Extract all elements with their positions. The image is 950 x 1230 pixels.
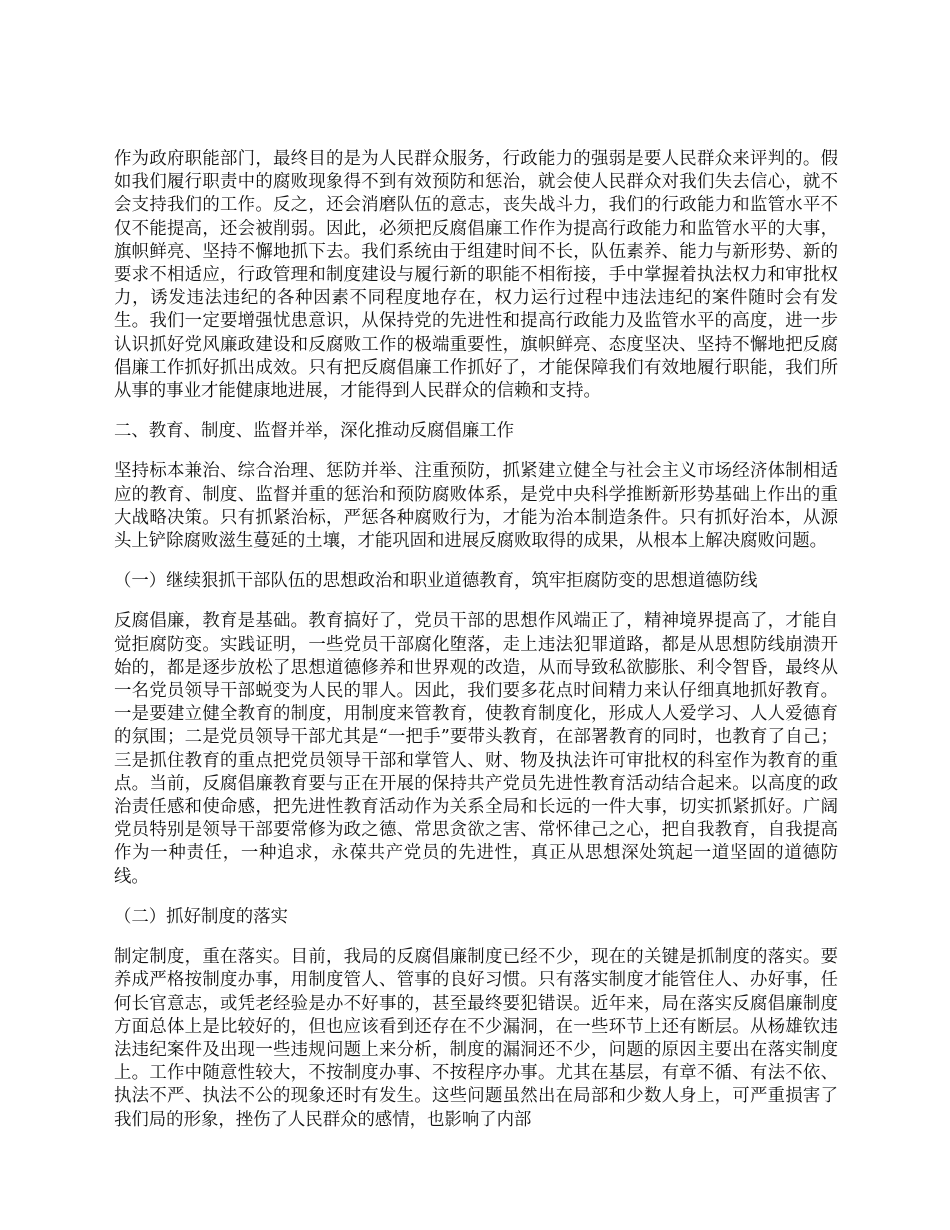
paragraph-3: 坚持标本兼治、综合治理、惩防并举、注重预防，抓紧建立健全与社会主义市场经济体制相适应的教育、制度、监督并重的惩治和预防腐败体系，是党中央科学推断新形势基础上作出的重大战略决策。只有抓紧治标，严惩各种腐败行为，才能为治本制造条件。只有抓好治本，从源头上铲除腐败滋生蔓延的土壤，才能巩固和进展反腐败取得的成果，从根本上解决腐败问题。	[114, 461, 838, 552]
subsection-heading-2: （二）抓好制度的落实	[114, 906, 288, 927]
paragraph-7: 制定制度，重在落实。目前，我局的反腐倡廉制度已经不少，现在的关键是抓制度的落实。要养成严格按制度办事，用制度管人、管事的良好习惯。只有落实制度才能管住人、办好事，任何长官意志，或凭老经验是办不好事的，甚至最终要犯错误。近年来，局在落实反腐倡廉制度方面总体上是比较好的，但也应该看到还存在不少漏洞，在一些环节上还有断层。从杨雄钦违法违纪案件及出现一些违规问题上来分析，制度的漏洞还不少，问题的原因主要出在落实制度上。工作中随意性较大，不按制度办事、不按程序办事。尤其在基层，有章不循、有法不依、执法不严、执法不公的现象还时有发生。这些问题虽然出在局部和少数人身上，可严重损害了我们局的形象，挫伤了人民群众的感情，也影响了内部	[114, 947, 838, 1130]
document-page	[114, 148, 838, 1132]
paragraph-5: 反腐倡廉，教育是基础。教育搞好了，党员干部的思想作风端正了，精神境界提高了，才能自觉拒腐防变。实践证明，一些党员干部腐化堕落，走上违法犯罪道路，都是从思想防线崩溃开始的，都是逐步放松了思想道德修养和世界观的改造，从而导致私欲膨胀、利令智昏，最终从一名党员领导干部蜕变为人民的罪人。因此，我们要多花点时间精力来认仔细真地抓好教育。一是要建立健全教育的制度，用制度来管教育，使教育制度化，形成人人爱学习、人人爱德育的氛围；二是党员领导干部尤其是“一把手”要带头教育，在部署教育的同时，也教育了自己；三是抓住教育的重点把党员领导干部和掌管人、财、物及执法许可审批权的科室作为教育的重点。当前，反腐倡廉教育要与正在开展的保持共产党员先进性教育活动结合起来。以高度的政治责任感和使命感，把先进性教育活动作为关系全局和长远的一件大事，切实抓紧抓好。广阔党员特别是领导干部要常修为政之德、常思贪欲之害、常怀律己之心，把自我教育，自我提高作为一种责任，一种追求，永葆共产党员的先进性，真正从思想深处筑起一道坚固的道德防线。	[114, 611, 838, 887]
paragraph-1: 作为政府职能部门，最终目的是为人民群众服务，行政能力的强弱是要人民群众来评判的。假如我们履行职责中的腐败现象得不到有效预防和惩治，就会使人民群众对我们失去信心，就不会支持我们的工作。反之，还会消磨队伍的意志，丧失战斗力，我们的行政能力和监管水平不仅不能提高，还会被削弱。因此，必须把反腐倡廉工作作为提高行政能力和监管水平的大事，旗帜鲜亮、坚持不懈地抓下去。我们系统由于组建时间不长，队伍素养、能力与新形势、新的要求不相适应，行政管理和制度建设与履行新的职能不相衔接，手中掌握着执法权力和审批权力，诱发违法违纪的各种因素不同程度地存在，权力运行过程中违法违纪的案件随时会有发生。我们一定要增强忧患意识，从保持党的先进性和提高行政能力及监管水平的高度，进一步认识抓好党风廉政建设和反腐败工作的极端重要性，旗帜鲜亮、态度坚决、坚持不懈地把反腐倡廉工作抓好抓出成效。只有把反腐倡廉工作抓好了，才能保障我们有效地履行职能，我们所从事的事业才能健康地进展，才能得到人民群众的信赖和支持。	[114, 149, 838, 402]
section-heading-2: 二、教育、制度、监督并举，深化推动反腐倡廉工作	[114, 421, 514, 442]
subsection-heading-1: （一）继续狠抓干部队伍的思想政治和职业道德教育，筑牢拒腐防变的思想道德防线	[114, 571, 758, 592]
